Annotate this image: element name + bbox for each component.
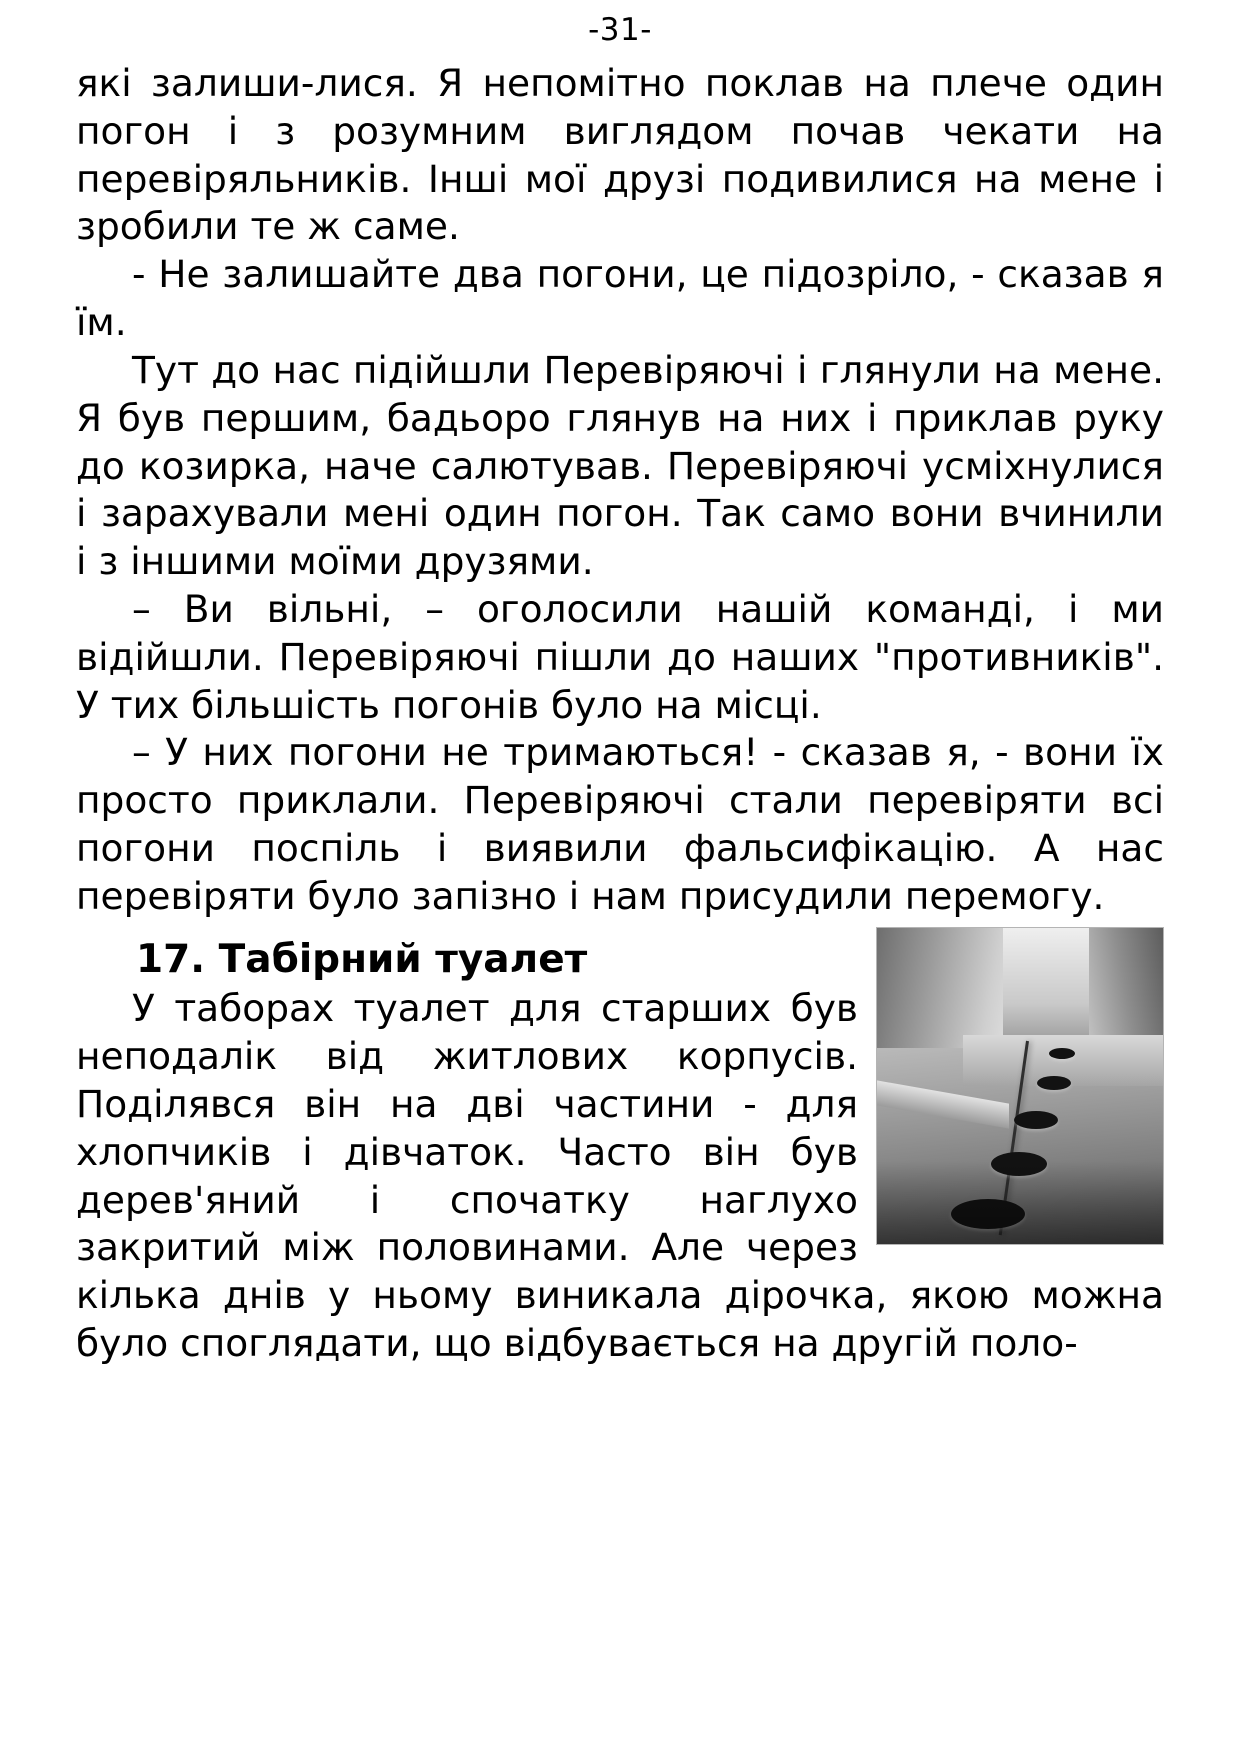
photo-floor-hole (1014, 1111, 1058, 1129)
photo-floor-hole (1049, 1048, 1075, 1059)
photo-vignette (877, 1161, 1163, 1243)
paragraph-2: - Не залишайте два погони, це підозріло, - сказав я їм. (76, 252, 1164, 345)
paragraph-3: Тут до нас підійшли Перевіряючі і глянули на мене. Я був першим, бадьоро глянув на них і приклав руку до козирка, наче салютував. Перевіряючі усміхнулися і зарахували мені один погон. Так само вони вчинили і з іншими моїми друзями. (76, 347, 1164, 584)
figure-camp-latrine (876, 927, 1164, 1245)
page-content (76, 60, 1164, 1368)
paragraph-5: – У них погони не тримаються! - сказав я, - вони їх просто приклали. Перевіряючі стали перевіряти всі погони поспіль і виявили фальсифікацію. А нас перевіряти було запізно і нам присудили перемогу. (76, 730, 1164, 918)
camp-latrine-photo (876, 927, 1164, 1245)
section-heading: 17. Табірний туалет (136, 936, 588, 982)
paragraph-1: які залиши-лися. Я непомітно поклав на плече один погон і з розумним виглядом почав чекати на перевіряльників. Інші мої друзі подивилися на мене і зробили те ж саме. (76, 61, 1164, 249)
paragraph-4: – Ви вільні, – оголосили нашій команді, і ми відійшли. Перевіряючі пішли до наших "противників". У тих більшість погонів було на місці. (76, 586, 1164, 727)
page-number: -31- (588, 12, 652, 48)
section-paragraph: У таборах туалет для старших був неподалік від житлових корпусів. Поділявся він на дві частини - для хлопчиків і дівчаток. Часто він був дерев'яний і спочатку наглухо закритий між половинами. Але через кілька днів у ньому виникала дірочка, якою можна було споглядати, що відбувається на другій поло- (76, 986, 1164, 1366)
